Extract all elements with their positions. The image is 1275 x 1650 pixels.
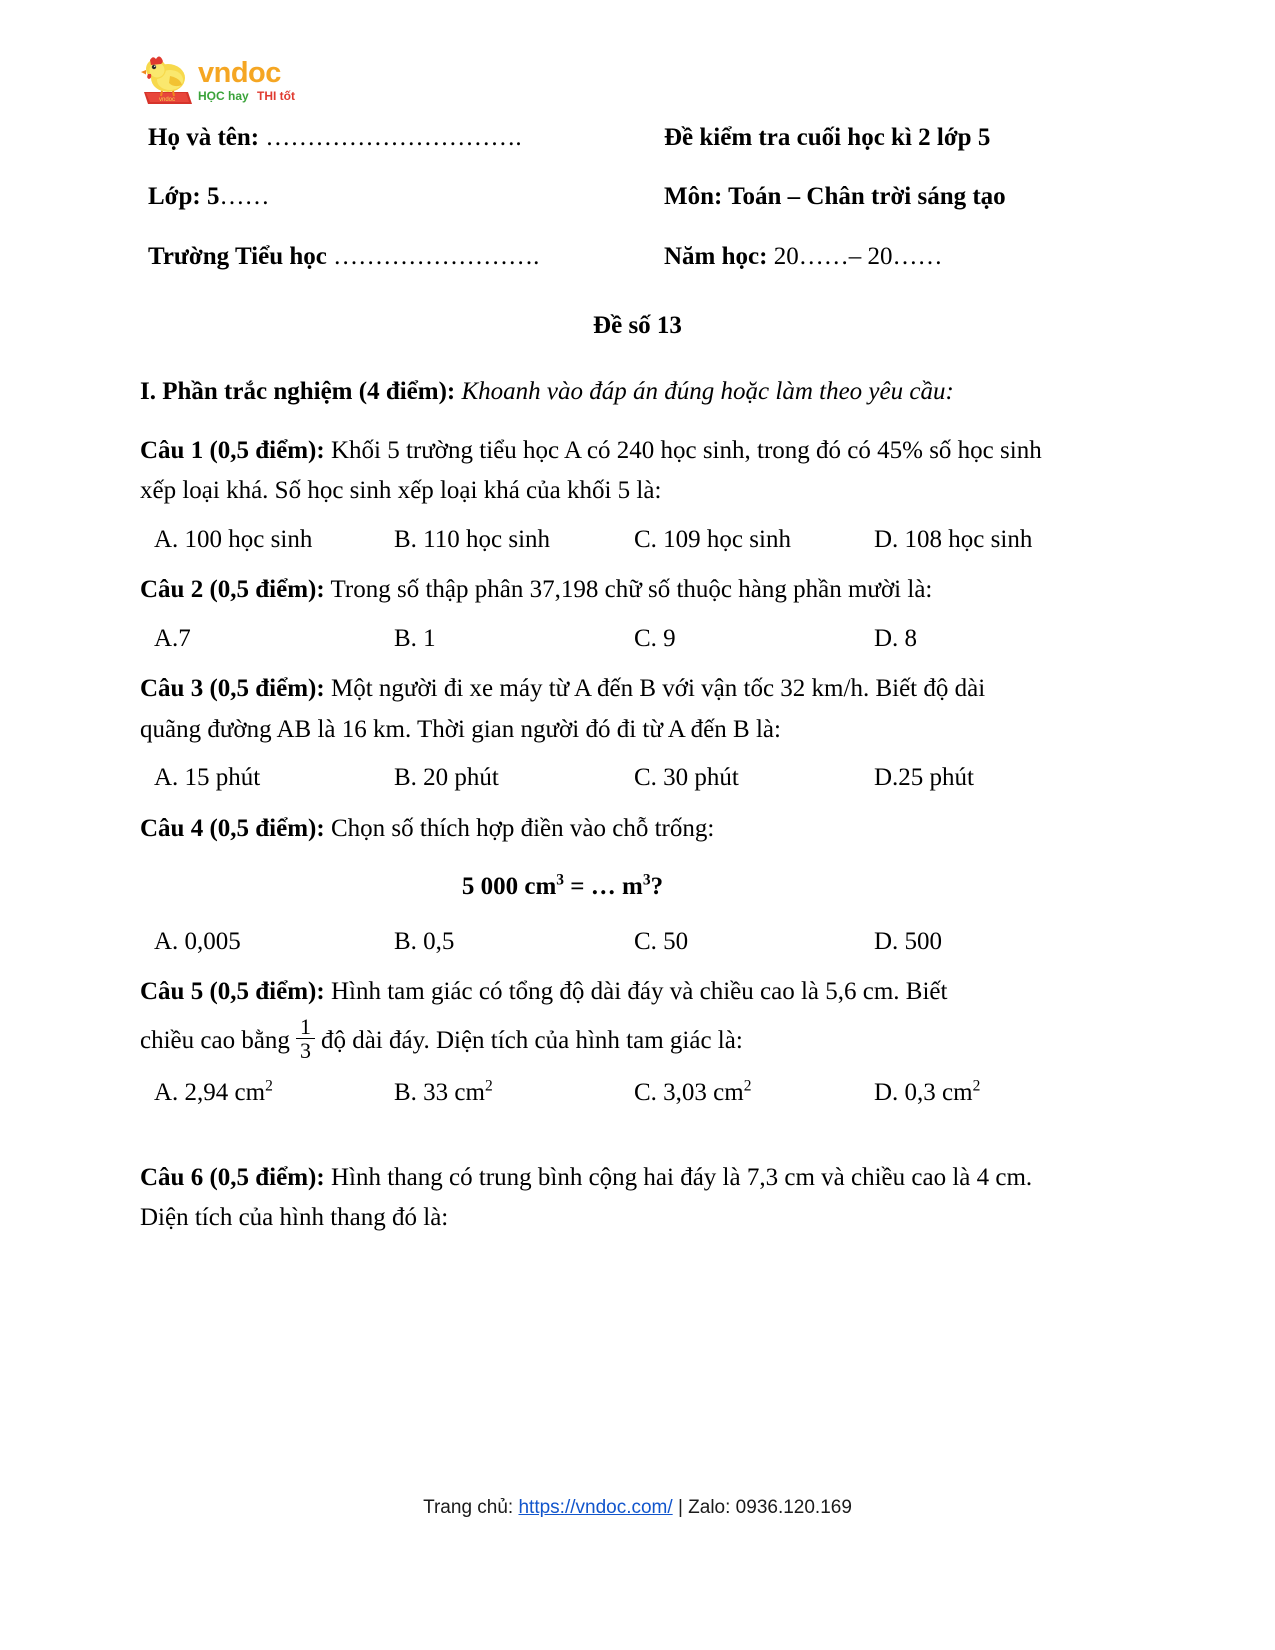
section-heading-bold: I. Phần trắc nghiệm (4 điểm): <box>140 378 456 405</box>
question-3-text: Một người đi xe máy từ A đến B với vận tốc 32 km/h. Biết độ dài quãng đường AB là 16 km. Thời gian người đó đi từ A đến B là: <box>140 675 986 743</box>
fraction-one-third <box>296 1015 315 1064</box>
formula-superscript-2: 3 <box>642 871 651 889</box>
student-name-label: Họ và tên: <box>148 124 260 151</box>
formula-prefix: 5 000 cm <box>461 873 557 900</box>
vndoc-logo <box>140 52 340 114</box>
formula-middle: = … m <box>564 873 643 900</box>
svg-text:vndoc: vndoc <box>198 57 281 89</box>
option-d[interactable]: D. 108 học sinh <box>874 525 1033 553</box>
option-c[interactable]: C. 30 phút <box>634 764 739 791</box>
vndoc-wordmark <box>198 57 295 103</box>
exam-content <box>140 372 1045 1243</box>
fraction-denominator: 3 <box>296 1038 315 1063</box>
option-b[interactable]: B. 20 phút <box>394 764 499 791</box>
school-label: Trường Tiểu học <box>148 242 327 270</box>
question-6-label: Câu 6 (0,5 điểm): <box>140 1163 325 1191</box>
class-field <box>148 181 664 212</box>
school-field <box>148 241 664 272</box>
question-6-text: Hình thang có trung bình cộng hai đáy là 7,3 cm và chiều cao là 4 cm. Diện tích của hình thang đó là: <box>140 1163 1033 1231</box>
header-row-class <box>148 181 1068 212</box>
question-1-text: Khối 5 trường tiểu học A có 240 học sinh, trong đó có 45% số học sinh xếp loại khá. Số học sinh xếp loại khá của khối 5 là: <box>140 436 1042 504</box>
option-a[interactable]: A. 15 phút <box>154 764 261 791</box>
option-a-text: A. 2,94 cm <box>154 1079 266 1106</box>
svg-text:vndoc: vndoc <box>158 97 176 103</box>
question-2 <box>140 570 1045 611</box>
option-d[interactable]: D. 500 <box>874 927 943 955</box>
question-2-label: Câu 2 (0,5 điểm): <box>140 576 325 603</box>
school-dots: ……………………. <box>333 242 540 270</box>
formula-suffix: ? <box>650 873 664 900</box>
option-b[interactable]: B. 0,5 <box>394 927 455 955</box>
vndoc-homepage-link[interactable]: https://vndoc.com/ <box>518 1497 673 1518</box>
question-1-options <box>140 520 1045 561</box>
formula-superscript-1: 3 <box>556 871 565 889</box>
question-4-text: Chọn số thích hợp điền vào chỗ trống: <box>324 814 715 842</box>
svg-text:THI tốt: THI tốt <box>257 89 295 103</box>
question-4-options <box>140 922 1045 963</box>
header-row-name <box>148 122 1068 153</box>
option-c[interactable]: C. 109 học sinh <box>634 525 791 553</box>
header-row-school <box>148 241 1068 272</box>
question-5-line2-suffix: độ dài đáy. Diện tích của hình tam giác là: <box>320 1026 743 1054</box>
question-2-text: Trong số thập phân 37,198 chữ số thuộc hàng phần mười là: <box>324 576 933 603</box>
footer-suffix: | Zalo: 0936.120.169 <box>672 1497 852 1518</box>
footer-prefix: Trang chủ: <box>423 1497 519 1518</box>
question-4-formula <box>140 867 1045 908</box>
chicken-mascot-icon <box>141 57 192 105</box>
exam-number-title: Đề số 13 <box>593 312 682 339</box>
exam-name-line: Đề kiểm tra cuối học kì 2 lớp 5 <box>664 124 991 151</box>
option-b[interactable]: B. 1 <box>394 624 436 652</box>
option-b[interactable] <box>394 1073 634 1114</box>
spacer <box>140 1124 1045 1158</box>
question-4 <box>140 809 1045 850</box>
subject-line: Môn: Toán – Chân trời sáng tạo <box>664 183 1006 211</box>
option-a[interactable]: A.7 <box>154 624 191 652</box>
option-d-superscript: 2 <box>972 1077 981 1095</box>
class-dots: …… <box>219 183 270 211</box>
question-1-label: Câu 1 (0,5 điểm): <box>140 436 325 464</box>
svg-text:HỌC hay: HỌC hay <box>198 89 249 103</box>
student-name-dots: …………………………. <box>265 124 522 151</box>
option-a-superscript: 2 <box>265 1077 273 1095</box>
section-heading <box>140 372 1045 413</box>
exam-header <box>148 122 1068 300</box>
option-a[interactable]: A. 100 học sinh <box>154 525 313 553</box>
option-c-text: C. 3,03 cm <box>634 1079 744 1106</box>
option-c[interactable] <box>634 1073 874 1114</box>
page-footer <box>0 1497 1275 1519</box>
question-3-options <box>140 758 1045 799</box>
section-heading-italic: Khoanh vào đáp án đúng hoặc làm theo yêu cầu: <box>461 378 954 405</box>
option-c[interactable]: C. 9 <box>634 624 676 652</box>
question-5 <box>140 972 1045 1013</box>
option-d-text: D. 0,3 cm <box>874 1079 973 1106</box>
school-year-label: Năm học: <box>664 242 768 270</box>
option-a[interactable] <box>154 1073 394 1114</box>
question-1 <box>140 431 1045 512</box>
question-3-label: Câu 3 (0,5 điểm): <box>140 675 325 702</box>
question-5-text: Hình tam giác có tổng độ dài đáy và chiều cao là 5,6 cm. Biết <box>324 978 948 1005</box>
school-year-field <box>664 241 942 272</box>
option-b-text: B. 33 cm <box>394 1079 485 1106</box>
question-5-line2-prefix: chiều cao bằng <box>140 1026 290 1054</box>
option-d[interactable]: D.25 phút <box>874 764 974 791</box>
question-5-line-2 <box>140 1013 1045 1066</box>
option-a[interactable]: A. 0,005 <box>154 927 241 955</box>
question-2-options <box>140 619 1045 660</box>
option-d[interactable] <box>874 1073 980 1114</box>
question-4-label: Câu 4 (0,5 điểm): <box>140 814 325 842</box>
option-b-superscript: 2 <box>484 1077 493 1095</box>
school-year-value: 20……– 20…… <box>773 242 943 270</box>
question-3 <box>140 669 1045 750</box>
fraction-numerator: 1 <box>299 1013 311 1039</box>
option-c[interactable]: C. 50 <box>634 927 689 955</box>
option-d[interactable]: D. 8 <box>874 624 918 652</box>
student-name-field <box>148 122 664 153</box>
option-c-superscript: 2 <box>743 1077 752 1095</box>
option-b[interactable]: B. 110 học sinh <box>394 525 551 553</box>
class-label: Lớp: 5 <box>148 183 220 211</box>
question-6 <box>140 1158 1045 1239</box>
question-5-options <box>140 1073 1045 1114</box>
question-5-label: Câu 5 (0,5 điểm): <box>140 978 325 1005</box>
